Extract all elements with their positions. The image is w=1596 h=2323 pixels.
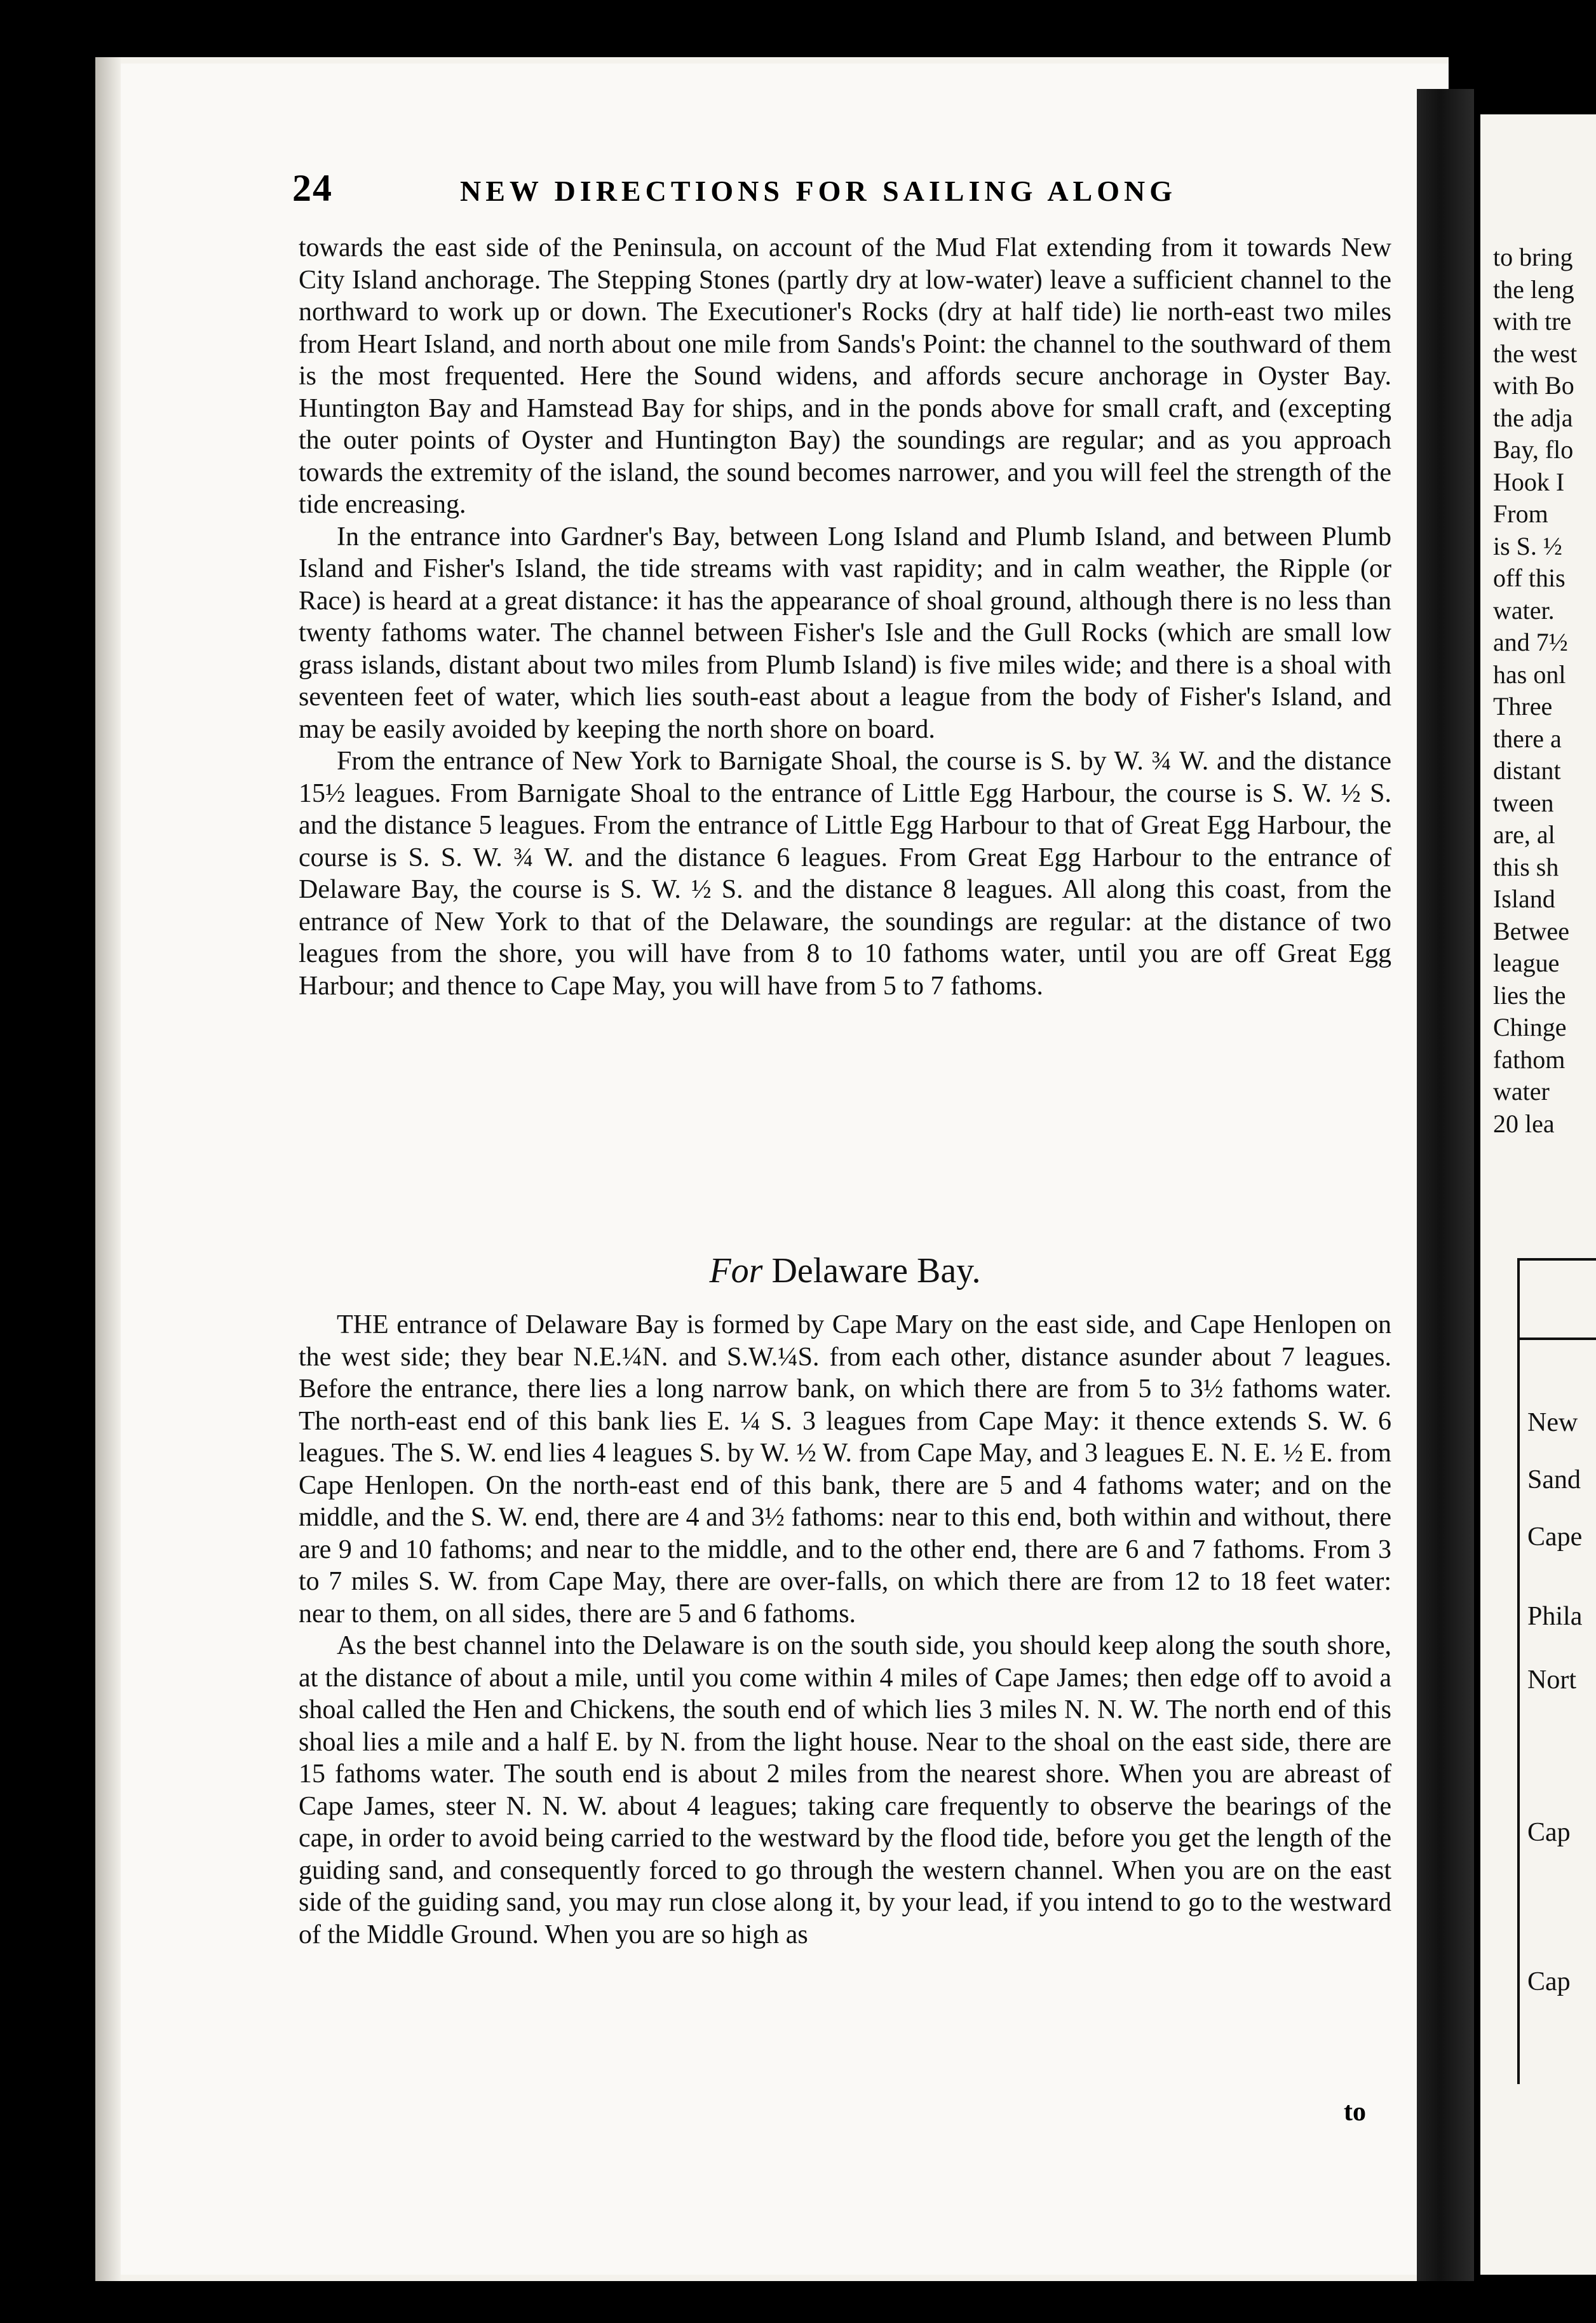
- section-heading-for: For: [709, 1251, 763, 1290]
- book-gutter: [1417, 89, 1474, 2281]
- paragraph: THE entrance of Delaware Bay is formed by Cape Mary on the east side, and Cape Henlopen on the west side; they bear N.E.¼N. and S.W.¼S. from each other, distance asunder about 7 leagues. Before the entrance, there lies a long narrow bank, on which there are from 5 to 3½ fathoms water. The north-east end of this bank lies E. ¼ S. 3 leagues from Cape May: it thence extends S. W. 6 leagues. The S. W. end lies 4 leagues S. by W. ½ W. from Cape May, and 3 leagues E. N. E. ½ E. from Cape Henlopen. On the north-east end of this bank, there are 5 and 4 fathoms water; and on the middle, and the S. W. end, there are 4 and 3½ fathoms: near to this end, both within and without, there are 9 and 10 fathoms; and near to the middle, and to the other end, there are 6 and 7 fathoms. From 3 to 7 miles S. W. from Cape May, there are over-falls, on which there are from 12 to 18 feet water: near to them, on all sides, there are 5 and 6 fathoms.: [299, 1310, 1391, 1629]
- paragraph: As the best channel into the Delaware is on the south side, you should keep along the south shore, at the distance of about a mile, until you come within 4 miles of Cape James; then edge off to avoid a shoal called the Hen and Chickens, the south end of which lies 3 miles N. N. W. The north end of this shoal lies a mile and a half E. by N. from the light house. Near to the shoal on the east side, there are 15 fathoms water. The south end is about 2 miles from the nearest shore. When you are abreast of Cape James, steer N. N. W. about 4 leagues; taking care frequently to observe the bearings of the cape, in order to avoid being carried to the westward by the flood tide, before you get the length of the guiding sand, and consequently forced to go through the western channel. When you are on the east side of the guiding sand, you may run close along it, by your lead, if you intend to go to the westward of the Middle Ground. When you are so high as: [299, 1631, 1391, 1949]
- facing-page-fragment: with Bo: [1493, 371, 1574, 400]
- facing-page-fragment: league: [1493, 949, 1560, 977]
- facing-page-fragment: lies the: [1493, 980, 1566, 1010]
- facing-page-fragment: distant: [1493, 756, 1561, 785]
- facing-page-fragment: tween: [1493, 788, 1554, 817]
- paragraph: In the entrance into Gardner's Bay, between Long Island and Plumb Island, and between Plumb Island and Fisher's Island, the tide streams with vast rapidity; and in calm weather, the Ripple (or Race) is heard at a great distance: it has the appearance of shoal ground, although there is no less than twenty fathoms water. The channel between Fisher's Isle and the Gull Rocks (which are small low grass islands, distant about two miles from Plumb Island) is five miles wide; and there is a shoal with seventeen feet of water, which lies south-east about a league from the body of Fisher's Island, and may be easily avoided by keeping the north shore on board.: [299, 522, 1391, 744]
- facing-table-label: Sand: [1527, 1465, 1581, 1494]
- running-head: NEW DIRECTIONS FOR SAILING ALONG: [460, 175, 1177, 207]
- paragraph: towards the east side of the Peninsula, on account of the Mud Flat extending from it towards New City Island anchorage. The Stepping Stones (partly dry at low-water) leave a sufficient channel to the northward to work up or down. The Executioner's Rocks (dry at half tide) lie north-east two miles from Heart Island, and north about one mile from Sands's Point: the channel to the southward of them is the most frequented. Here the Sound widens, and affords secure anchorage in Oyster Bay. Huntington Bay and Hamstead Bay for ships, and in the ponds above for small craft, and (excepting the outer points of Oyster and Huntington Bay) the soundings are regular; and as you approach towards the extremity of the island, the sound becomes narrower, and you will feel the strength of the tide encreasing.: [299, 233, 1391, 519]
- facing-page-fragment: this sh: [1493, 852, 1559, 881]
- facing-page-fragment: Chinge: [1493, 1013, 1567, 1041]
- text-block-sound: [299, 232, 1391, 1002]
- text-block-delaware: [299, 1309, 1391, 1951]
- facing-page-fragment: the west: [1493, 339, 1578, 368]
- facing-page-fragment: From: [1493, 499, 1548, 528]
- facing-page-fragment: 20 lea: [1493, 1109, 1555, 1138]
- section-heading-title: Delaware Bay.: [762, 1251, 981, 1290]
- facing-page-fragment: with tre: [1493, 307, 1572, 335]
- facing-table-label: Cap: [1527, 1818, 1571, 1847]
- facing-page-fragment: the leng: [1493, 274, 1574, 304]
- facing-page-fragment: has onl: [1493, 660, 1566, 689]
- facing-table-label: Cape: [1527, 1522, 1583, 1552]
- facing-page-fragment: water.: [1493, 595, 1555, 625]
- facing-page-fragment: Bay, flo: [1493, 435, 1574, 464]
- facing-page-fragment: off this: [1493, 564, 1566, 592]
- section-heading: [299, 1250, 1391, 1291]
- page-edge: [95, 57, 121, 2281]
- facing-table-label: Phila: [1527, 1602, 1583, 1631]
- facing-page-fragment: the adja: [1493, 403, 1573, 432]
- facing-table-rule: [1517, 1338, 1596, 1340]
- catchword: to: [1344, 2097, 1366, 2127]
- facing-page-fragment: are, al: [1493, 820, 1555, 849]
- facing-table-label: Cap: [1527, 1967, 1571, 1996]
- facing-page-fragment: and 7½: [1493, 628, 1568, 656]
- page-number: 24: [292, 167, 333, 209]
- facing-page: [1480, 114, 1596, 2275]
- facing-page-fragment: Island: [1493, 884, 1555, 913]
- facing-table-rule: [1517, 1258, 1520, 2084]
- facing-table-rule: [1517, 1258, 1596, 1261]
- facing-page-fragment: Betwee: [1493, 916, 1569, 945]
- facing-table-label: Nort: [1527, 1665, 1576, 1695]
- facing-page-fragment: to bring: [1493, 243, 1573, 271]
- facing-page-fragment: fathom: [1493, 1045, 1566, 1074]
- paragraph: From the entrance of New York to Barnigate Shoal, the course is S. by W. ¾ W. and the distance 15½ leagues. From Barnigate Shoal to the entrance of Little Egg Harbour, the course is S. W. ½ S. and the distance 5 leagues. From the entrance of Little Egg Harbour to that of Great Egg Harbour, the course is S. S. W. ¾ W. and the distance 6 leagues. From Great Egg Harbour to the entrance of Delaware Bay, the course is S. W. ½ S. and the distance 8 leagues. All along this coast, from the entrance of New York to that of the Delaware, the soundings are regular: at the distance of two leagues from the shore, you will have from 8 to 10 fathoms water, until you are off Great Egg Harbour; and thence to Cape May, you will have from 5 to 7 fathoms.: [299, 747, 1391, 1001]
- facing-page-fragment: Three: [1493, 692, 1553, 721]
- facing-page-fragment: is S. ½: [1493, 531, 1562, 560]
- facing-page-fragment: water: [1493, 1077, 1550, 1106]
- facing-page-fragment: Hook I: [1493, 467, 1565, 496]
- facing-page-fragment: there a: [1493, 724, 1562, 753]
- facing-table-label: New: [1527, 1408, 1578, 1437]
- page-header: [292, 166, 1258, 217]
